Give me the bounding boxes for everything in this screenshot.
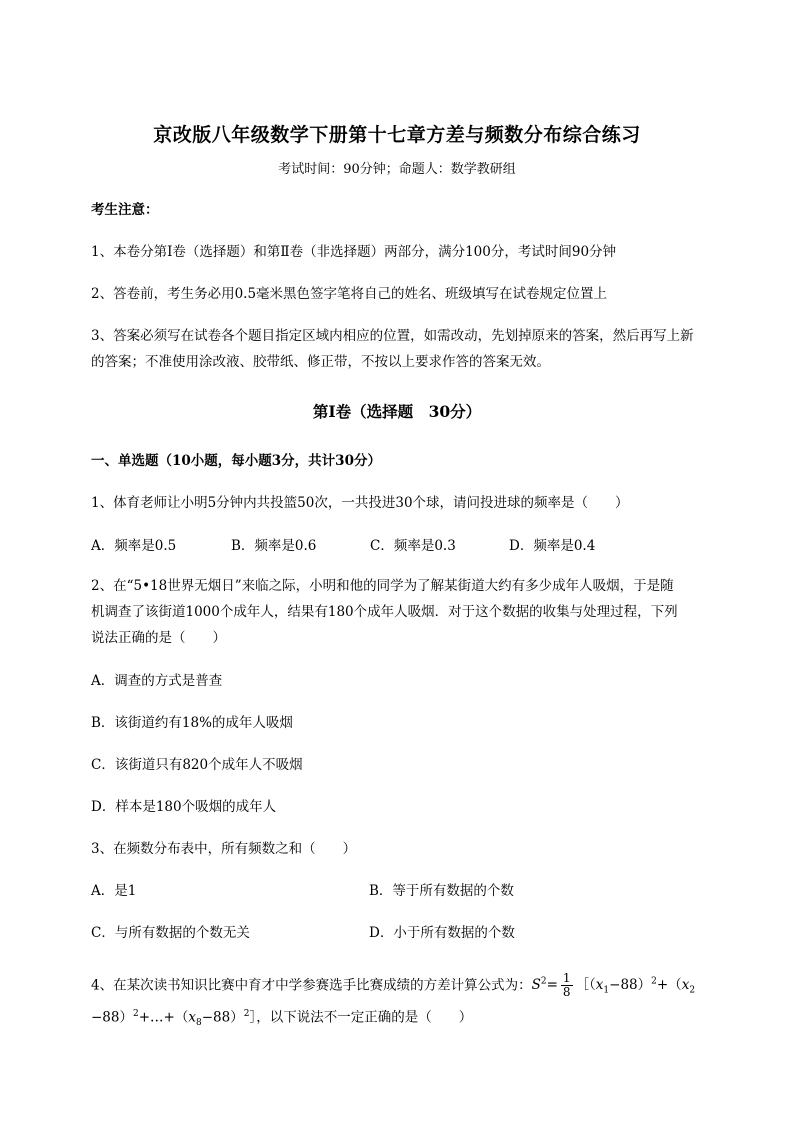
option-b: B．频率是0.6	[231, 538, 317, 554]
question-2-stem: 2、在“5•18世界无烟日”来临之际，小明和他的同学为了解某街道大约有多少成年人吸烟，于是随	[91, 578, 674, 594]
formula-square: 2	[540, 976, 547, 987]
formula-part: −88）	[91, 1009, 133, 1026]
formula-part: ［（	[575, 977, 596, 993]
notice-item: 1、本卷分第Ⅰ卷（选择题）和第Ⅱ卷（非选择题）两部分，满分100分，考试时间90分钟	[91, 244, 617, 260]
variance-formula	[532, 972, 695, 1000]
notice-item: 3、答案必须写在试卷各个题目指定区域内相应的位置，如需改动，先划掉原来的答案，然后再写上新	[91, 328, 694, 344]
question-4-line2	[91, 1005, 472, 1032]
formula-x: x	[188, 1009, 196, 1026]
option-d: D．样本是180个吸烟的成年人	[91, 799, 277, 815]
formula-fraction	[561, 972, 573, 999]
question-2-stem: 机调查了该街道1000个成年人，结果有180个成年人吸烟．对于这个数据的收集与处理过程，下列	[91, 604, 678, 620]
option-c: C．该街道只有820个成年人不吸烟	[91, 757, 303, 773]
option-d: D．小于所有数据的个数	[369, 925, 515, 941]
formula-sub: 2	[689, 985, 696, 996]
question-4-prefix: 4、在某次读书知识比赛中育才中学参赛选手比赛成绩的方差计算公式为：	[91, 977, 532, 994]
question-4-stem	[91, 972, 695, 1000]
formula-part: +…+（	[138, 1009, 189, 1026]
formula-part: +（	[656, 977, 682, 993]
option-d: D．频率是0.4	[509, 538, 596, 554]
page-subtitle: 考试时间：90分钟；命题人：数学教研组	[278, 162, 516, 177]
part-title: 一、单选题（10小题，每小题3分，共计30分）	[91, 453, 381, 469]
formula-sub: 8	[195, 1018, 202, 1029]
formula-sub: 1	[603, 985, 610, 996]
option-b: B．该街道约有18%的成年人吸烟	[91, 715, 293, 731]
formula-x: x	[595, 977, 604, 993]
option-a: A．调查的方式是普查	[91, 673, 223, 689]
fraction-denominator: 8	[562, 985, 571, 999]
formula-square: 2	[133, 1009, 139, 1019]
notice-item: 的答案；不准使用涂改液、胶带纸、修正带，不按以上要求作答的答案无效。	[91, 354, 550, 370]
formula-s: S	[531, 977, 541, 993]
formula-square: 2	[651, 976, 657, 987]
fraction-numerator: 1	[562, 971, 571, 985]
formula-square: 2	[243, 1009, 250, 1019]
question-1-stem: 1、体育老师让小明5分钟内共投篮50次，一共投进30个球，请问投进球的频率是（ ）	[91, 495, 629, 511]
question-4-end: ］，以下说法不一定正确的是（ ）	[249, 1009, 473, 1026]
option-c: C．频率是0.3	[370, 538, 456, 554]
question-3-stem: 3、在频数分布表中，所有频数之和（ ）	[91, 841, 357, 857]
option-c: C．与所有数据的个数无关	[91, 925, 250, 941]
option-b: B．等于所有数据的个数	[369, 883, 514, 899]
section-title: 第Ⅰ卷（选择题 30分）	[312, 402, 482, 421]
notice-heading: 考生注意：	[91, 202, 159, 218]
formula-part: −88）	[609, 977, 652, 993]
notice-item: 2、答卷前，考生务必用0.5毫米黑色签字笔将自己的姓名、班级填写在试卷规定位置上	[91, 286, 608, 302]
question-2-stem: 说法正确的是（ ）	[91, 630, 226, 646]
formula-x: x	[681, 977, 690, 993]
option-a: A．频率是0.5	[91, 538, 177, 554]
formula-equals: =	[546, 977, 558, 993]
formula-part: −88）	[201, 1009, 244, 1026]
option-a: A．是1	[91, 883, 137, 899]
page-title: 京改版八年级数学下册第十七章方差与频数分布综合练习	[153, 124, 641, 146]
